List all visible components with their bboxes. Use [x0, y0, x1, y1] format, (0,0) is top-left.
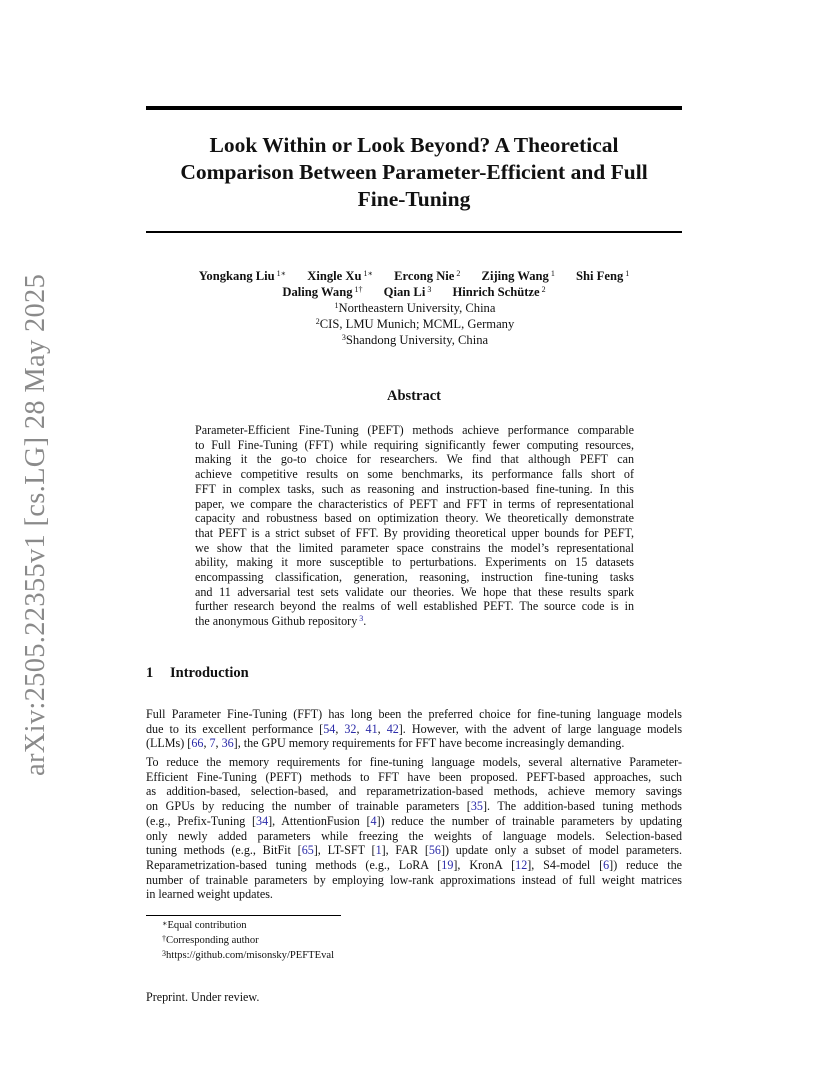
abstract-line: we show that the limited parameter space constrains the model’s representational	[195, 540, 634, 555]
footnote: ∗Equal contribution	[162, 919, 247, 931]
paragraph-text: on GPUs by reducing the number of trainable parameters [	[146, 799, 471, 814]
citation-link[interactable]: 4	[370, 813, 377, 828]
affiliation: $^3$Shandong University, China	[341, 333, 489, 347]
paragraph-text: ,	[203, 736, 210, 751]
title-line: Look Within or Look Beyond? A Theoretical	[209, 133, 619, 157]
abstract-line: that PEFT is a strict subset of FFT. By providing theoretical upper bounds for PEFT,	[195, 525, 634, 540]
author-name: Xingle Xu $^{1∗}$	[307, 269, 373, 283]
paragraph-text: ], the GPU memory requirements for FFT have become increasingly demanding.	[233, 736, 625, 751]
paragraph-text: as addition-based, selection-based, and reparametrization-based methods, achieve memory savings	[146, 784, 682, 799]
section-heading-introduction	[146, 665, 249, 682]
citation-link[interactable]: 32	[344, 721, 357, 736]
abstract-line: and 11 adversarial test sets validate our theories. We hope that these results spark	[195, 584, 634, 599]
paragraph-line	[146, 858, 682, 873]
citation-link[interactable]: 7	[209, 736, 216, 751]
author-line-1	[146, 268, 682, 284]
title-line: Fine-Tuning	[357, 187, 471, 211]
abstract-line: capacity and robustness based on optimization theory. We theoretically demonstrate	[195, 511, 634, 526]
author-name: Hinrich Schütze $^2$	[452, 285, 546, 299]
citation-link[interactable]: 54	[323, 721, 336, 736]
title-line: Comparison Between Parameter-Efficient and Full	[180, 160, 648, 184]
affiliation: $^2$CIS, LMU Munich; MCML, Germany	[315, 317, 515, 331]
paragraph-line	[146, 707, 682, 722]
paragraph-line	[146, 829, 682, 844]
abstract-line: paper, we compare the characteristics of PEFT and FFT in terms of representational	[195, 496, 634, 511]
citation-link[interactable]: 19	[441, 857, 454, 872]
citation-link[interactable]: 42	[386, 721, 399, 736]
paragraph-line	[146, 770, 682, 785]
intro-paragraph-1	[146, 707, 682, 751]
citation-link[interactable]: 65	[301, 843, 314, 858]
abstract-line: further research beyond the realms of well established PEFT. The source code is in	[195, 599, 634, 614]
abstract-line: the anonymous Github repository $^3$.	[195, 614, 367, 629]
paragraph-text: ]) update only a subset of model parameters.	[440, 843, 682, 858]
paper-title	[146, 132, 682, 213]
author-name: Yongkang Liu $^{1∗}$	[198, 269, 287, 283]
section-title: Introduction	[170, 665, 249, 681]
citation-link[interactable]: 35	[470, 799, 483, 814]
paragraph-text: ], LT-SFT [	[313, 843, 376, 858]
citation-link[interactable]: 6	[603, 857, 610, 872]
paragraph-text: ]) reduce the number of trainable parameters by updating	[376, 813, 682, 828]
abstract-body	[195, 423, 634, 629]
author-name: Ercong Nie $^2$	[394, 269, 461, 283]
paragraph-text: ], KronA [	[453, 857, 516, 872]
footnote: $^3$https://github.com/misonsky/PEFTEval	[162, 949, 335, 961]
paragraph-text: ], FAR [	[381, 843, 429, 858]
title-bottom-rule	[146, 231, 682, 233]
abstract-line: to Full Fine-Tuning (FFT) while requiring significantly fewer computing resources,	[195, 437, 634, 452]
abstract-line: making it the go-to choice for researchers. We find that although PEFT can	[195, 452, 634, 467]
paragraph-text: ,	[377, 721, 387, 736]
paragraph-text: only newly added parameters while freezing the weights of language models. Selection-based	[146, 828, 682, 843]
paragraph-text: Full Parameter Fine-Tuning (FFT) has long been the preferred choice for fine-tuning language models	[146, 707, 682, 721]
abstract-line: encompassing classification, generation, reasoning, instruction fine-tuning tasks	[195, 570, 634, 585]
paragraph-line	[146, 843, 682, 858]
author-name: Qian Li $^3$	[383, 285, 432, 299]
preprint-notice: Preprint. Under review.	[146, 990, 260, 1004]
title-top-rule	[146, 106, 682, 110]
paragraph-text: tuning methods (e.g., BitFit [	[146, 843, 302, 858]
paragraph-line	[146, 873, 682, 888]
paragraph-line	[146, 887, 682, 902]
repository-link[interactable]: https://github.com/misonsky/PEFTEval	[166, 950, 335, 961]
abstract-line: FFT in complex tasks, such as reasoning and instruction-based fine-tuning. In this	[195, 481, 634, 496]
paragraph-text: Efficient Fine-Tuning (PEFT) methods to FFT have been proposed. PEFT-based approaches, such	[146, 769, 682, 784]
paragraph-text: number of trainable parameters by employing low-rank approximations instead of full weight matrices	[146, 872, 682, 887]
paragraph-text: To reduce the memory requirements for fine-tuning language models, several alternative Parameter-	[146, 755, 682, 769]
paragraph-text: Reparametrization-based tuning methods (e.g., LoRA [	[146, 857, 442, 872]
author-name: Daling Wang $^{1\dagger}$	[282, 285, 363, 299]
section-number: 1	[146, 665, 154, 681]
paragraph-text: due to its excellent performance [	[146, 721, 324, 736]
arxiv-stamp-text: arXiv:2505.22355v1 [cs.LG] 28 May 2025	[20, 273, 51, 776]
paragraph-text: ], S4-model [	[527, 857, 604, 872]
author-line-2	[146, 284, 682, 300]
paragraph-text: in learned weight updates.	[146, 887, 273, 902]
author-name: Zijing Wang $^1$	[481, 269, 555, 283]
paragraph-text: ]) reduce the	[609, 857, 682, 872]
citation-link[interactable]: 41	[365, 721, 378, 736]
abstract-line: achieve competitive results on some benchmarks, its performance falls short of	[195, 467, 634, 482]
paragraph-text: (LLMs) [	[146, 736, 192, 751]
paragraph-line	[146, 784, 682, 799]
paragraph-text: ]. The addition-based tuning methods	[482, 799, 682, 814]
paragraph-line	[146, 814, 682, 829]
citation-link[interactable]: 34	[256, 813, 269, 828]
paragraph-line	[146, 722, 682, 737]
abstract-line: ability, making it more susceptible to perturbations. Experiments on 15 datasets	[195, 555, 634, 570]
paragraph-text: ]. However, with the advent of large language models	[398, 721, 683, 736]
paragraph-text: ,	[356, 721, 366, 736]
citation-link[interactable]: 12	[515, 857, 528, 872]
footnotes	[160, 918, 334, 963]
paragraph-text: ,	[215, 736, 222, 751]
author-block	[146, 268, 682, 348]
citation-link[interactable]: 56	[428, 843, 441, 858]
footnote-link[interactable]: 3	[359, 614, 364, 624]
abstract-line: Parameter-Efficient Fine-Tuning (PEFT) methods achieve performance comparable	[195, 423, 634, 437]
citation-link[interactable]: 36	[221, 736, 234, 751]
paragraph-line	[146, 755, 682, 770]
footnote-rule	[146, 915, 341, 916]
footnote: †Corresponding author	[162, 934, 259, 946]
abstract-heading: Abstract	[387, 388, 441, 404]
affiliation: $^1$Northeastern University, China	[334, 301, 496, 315]
paragraph-text: ,	[335, 721, 345, 736]
paragraph-text: (e.g., Prefix-Tuning [	[146, 813, 257, 828]
author-name: Shi Feng $^1$	[576, 269, 630, 283]
citation-link[interactable]: 66	[191, 736, 204, 751]
paragraph-line	[146, 736, 682, 751]
citation-link[interactable]: 1	[375, 843, 382, 858]
intro-paragraph-2	[146, 755, 682, 902]
paragraph-text: ], AttentionFusion [	[268, 813, 371, 828]
paragraph-line	[146, 799, 682, 814]
